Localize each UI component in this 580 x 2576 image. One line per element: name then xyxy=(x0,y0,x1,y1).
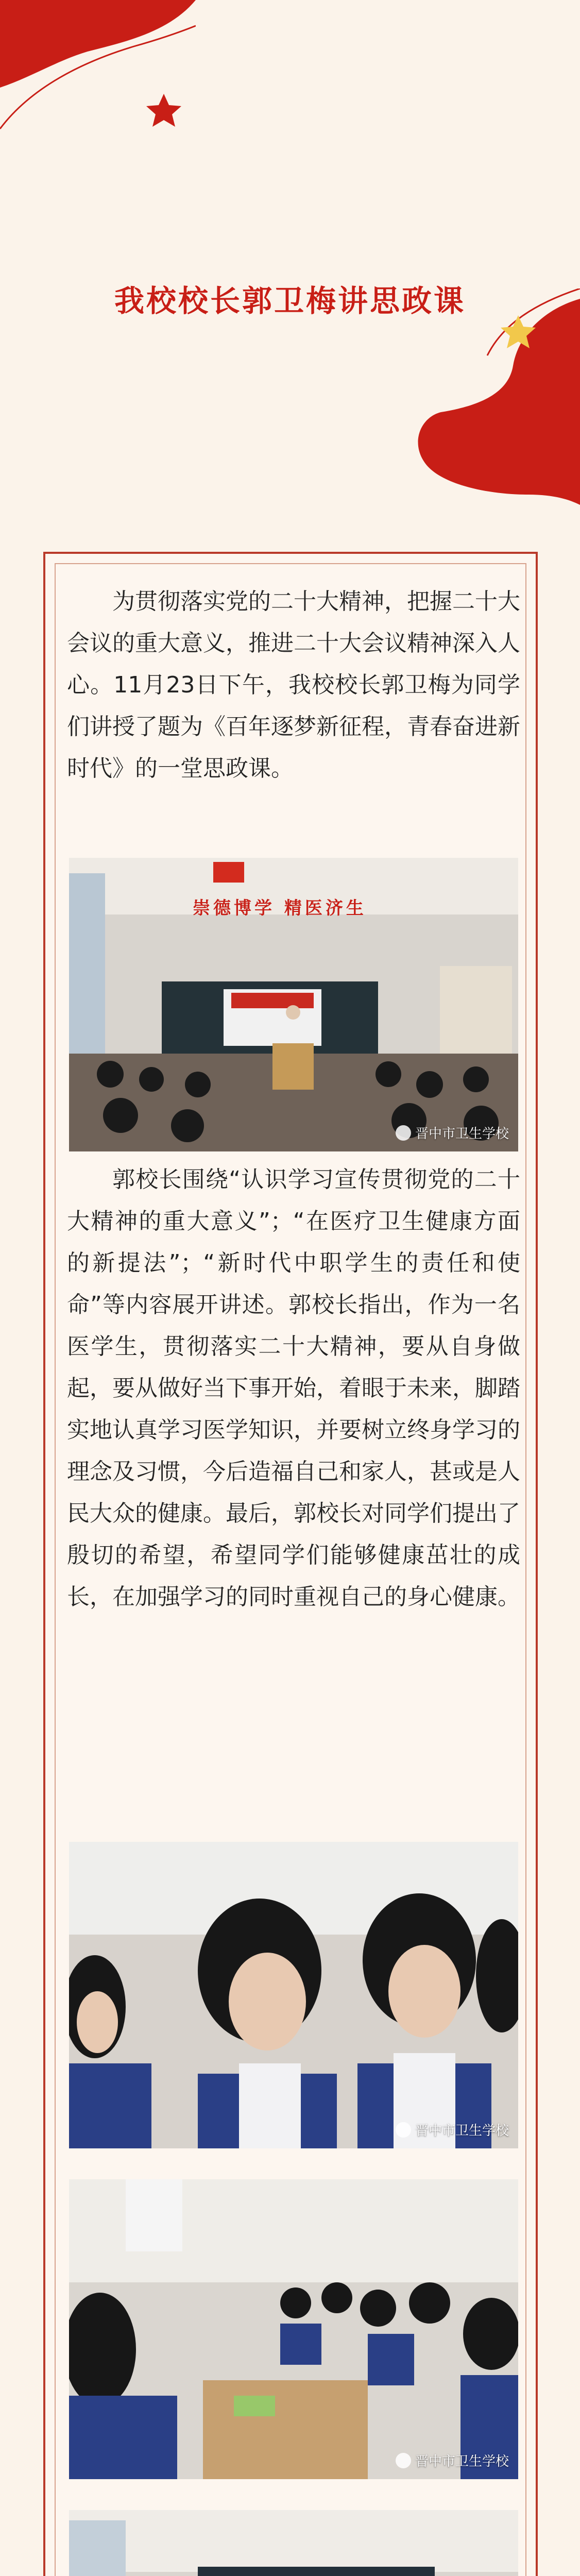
watermark xyxy=(396,1123,509,1142)
watermark-text: 晋中市卫生学校 xyxy=(415,2454,509,2469)
slogan-text: 崇德博学 精医济生 xyxy=(193,898,367,919)
watermark xyxy=(396,2120,509,2139)
wechat-icon xyxy=(396,1125,411,1141)
decorative-wave-right xyxy=(410,289,580,510)
wechat-icon xyxy=(396,2122,411,2138)
star-icon xyxy=(146,94,181,127)
watermark xyxy=(396,2451,509,2470)
students-listening-photo-1 xyxy=(69,1842,518,2148)
page-title: 我校校长郭卫梅讲思政课 xyxy=(114,283,466,318)
article-paragraph-2: 郭校长围绕“认识学习宣传贯彻党的二十大精神的重大意义”；“在医疗卫生健康方面的新提法”；“新时代中职学生的责任和使命”等内容展开讲述。郭校长指出，作为一名医学生，贯彻落实二十大精神，要从自身做起，要从做好当下事开始，着眼于未来，脚踏实地认真学习医学知识，并要树立终身学习的理念及习惯，今后造福自己和家人，甚或是人民大众的健康。最后，郭校长对同学们提出了殷切的希望，希望同学们能够健康茁壮的成长，在加强学习的同时重视自己的身心健康。 xyxy=(67,1166,520,1610)
classroom-lecture-photo xyxy=(69,858,518,1151)
watermark-text: 晋中市卫生学校 xyxy=(415,2123,509,2139)
watermark-text: 晋中市卫生学校 xyxy=(415,1126,509,1142)
article-paragraph-1: 为贯彻落实党的二十大精神，把握二十大会议的重大意义，推进二十大会议精神深入人心。11月23日下午，我校校长郭卫梅为同学们讲授了题为《百年逐梦新征程，青春奋进新时代》的一堂思政课。 xyxy=(67,588,520,782)
decorative-wave-top-left xyxy=(0,0,196,170)
teacher-at-projector-photo xyxy=(69,2510,518,2576)
students-listening-photo-2 xyxy=(69,2179,518,2479)
wechat-icon xyxy=(396,2453,411,2468)
